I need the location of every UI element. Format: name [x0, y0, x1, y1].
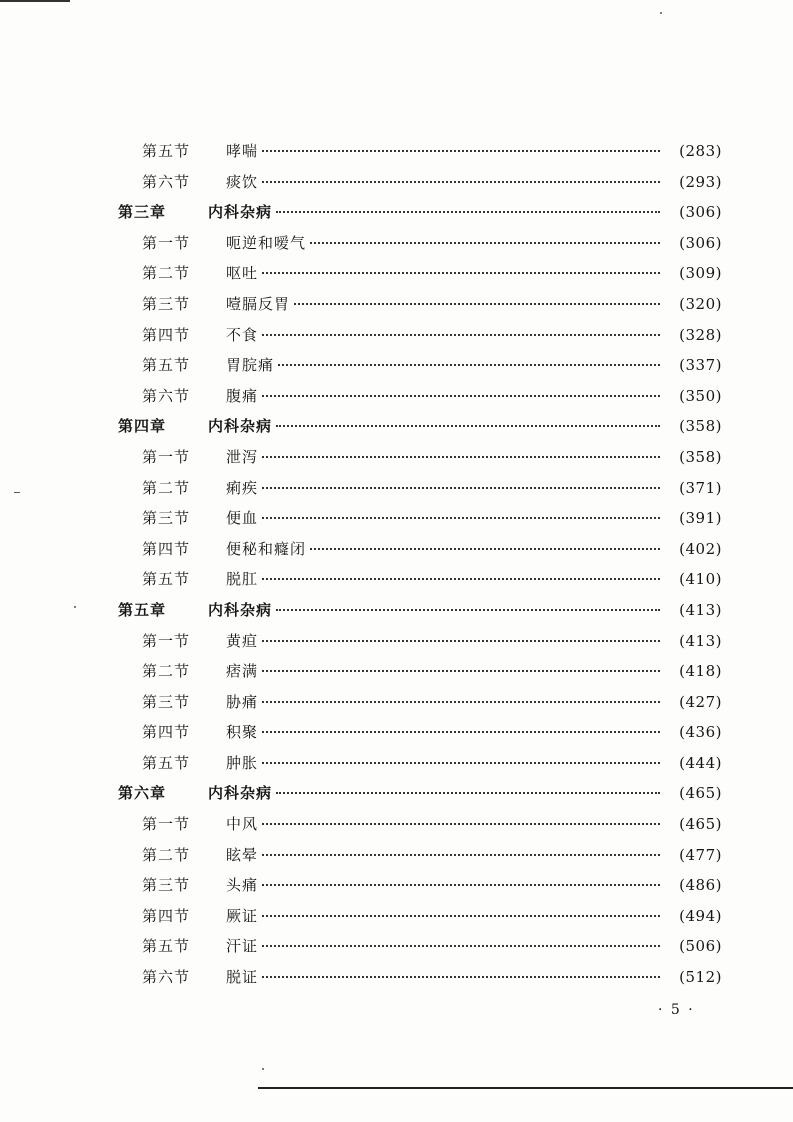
entry-title: 痢疾	[226, 478, 259, 497]
dot-leader	[294, 303, 660, 305]
entry-page: (512)	[679, 968, 722, 987]
toc-section-entry	[118, 258, 722, 289]
entry-title: 眩晕	[226, 845, 259, 864]
entry-title: 中风	[226, 815, 259, 834]
entry-title: 痰饮	[226, 172, 259, 191]
entry-page: (309)	[679, 264, 722, 283]
toc-section-entry	[118, 167, 722, 198]
dot-leader	[262, 823, 660, 825]
entry-page: (358)	[679, 417, 722, 436]
toc-section-entry	[118, 931, 722, 962]
scan-speck	[660, 12, 662, 14]
bottom-edge-rule	[258, 1087, 793, 1089]
entry-page: (444)	[679, 753, 722, 772]
entry-page: (293)	[679, 172, 722, 191]
page-number: · 5 ·	[658, 1002, 695, 1018]
entry-number: 第一节	[142, 233, 191, 252]
entry-number: 第四章	[118, 417, 167, 436]
entry-page: (358)	[679, 447, 722, 466]
toc-section-entry	[118, 534, 722, 565]
dot-leader	[262, 272, 660, 274]
entry-number: 第六节	[142, 386, 191, 405]
entry-number: 第一节	[142, 631, 191, 650]
entry-title: 呃逆和嗳气	[226, 233, 307, 252]
toc-section-entry	[118, 962, 722, 993]
dot-leader	[262, 395, 660, 397]
entry-title: 内科杂病	[208, 784, 273, 803]
entry-title: 肿胀	[226, 753, 259, 772]
entry-title: 积聚	[226, 723, 259, 742]
dot-leader	[262, 976, 660, 978]
dot-leader	[262, 487, 660, 489]
entry-title: 胁痛	[226, 692, 259, 711]
dot-leader	[310, 242, 660, 244]
dot-leader	[262, 456, 660, 458]
entry-number: 第四节	[142, 723, 191, 742]
dot-leader	[262, 578, 660, 580]
dot-leader	[262, 670, 660, 672]
entry-title: 黄疸	[226, 631, 259, 650]
dot-leader	[262, 150, 660, 152]
entry-title: 厥证	[226, 906, 259, 925]
toc-section-entry	[118, 350, 722, 381]
entry-title: 脱肛	[226, 570, 259, 589]
entry-title: 胃脘痛	[226, 356, 275, 375]
entry-number: 第六节	[142, 968, 191, 987]
dot-leader	[262, 915, 660, 917]
dot-leader	[276, 425, 660, 427]
entry-page: (477)	[679, 845, 722, 864]
entry-page: (320)	[679, 294, 722, 313]
entry-number: 第三章	[118, 203, 167, 222]
entry-number: 第一节	[142, 815, 191, 834]
entry-number: 第四节	[142, 325, 191, 344]
dot-leader	[262, 945, 660, 947]
dot-leader	[276, 211, 660, 213]
entry-number: 第六章	[118, 784, 167, 803]
entry-number: 第三节	[142, 294, 191, 313]
toc-chapter-entry	[118, 197, 722, 228]
entry-number: 第五节	[142, 753, 191, 772]
entry-number: 第二节	[142, 478, 191, 497]
toc-section-entry	[118, 809, 722, 840]
toc-section-entry	[118, 136, 722, 167]
dot-leader	[276, 609, 660, 611]
dot-leader	[262, 181, 660, 183]
toc-chapter-entry	[118, 595, 722, 626]
top-edge-rule	[0, 0, 70, 2]
entry-number: 第五节	[142, 142, 191, 160]
table-of-contents	[118, 136, 722, 993]
toc-section-entry	[118, 381, 722, 412]
entry-page: (306)	[679, 233, 722, 252]
dot-leader	[262, 884, 660, 886]
toc-section-entry	[118, 228, 722, 259]
toc-section-entry	[118, 687, 722, 718]
dot-leader	[262, 517, 660, 519]
entry-page: (306)	[679, 203, 722, 222]
dot-leader	[262, 334, 660, 336]
entry-number: 第五节	[142, 937, 191, 956]
entry-page: (506)	[679, 937, 722, 956]
entry-page: (371)	[679, 478, 722, 497]
entry-page: (486)	[679, 876, 722, 895]
entry-number: 第三节	[142, 509, 191, 528]
toc-section-entry	[118, 473, 722, 504]
dot-leader	[278, 364, 660, 366]
toc-section-entry	[118, 870, 722, 901]
entry-number: 第三节	[142, 692, 191, 711]
entry-title: 内科杂病	[208, 203, 273, 222]
entry-title: 不食	[226, 325, 259, 344]
entry-page: (402)	[679, 539, 722, 558]
entry-page: (413)	[679, 631, 722, 650]
scan-speck	[14, 492, 20, 493]
entry-number: 第二节	[142, 662, 191, 681]
dot-leader	[262, 731, 660, 733]
scan-speck	[74, 606, 76, 608]
dot-leader	[276, 792, 660, 794]
dot-leader	[262, 701, 660, 703]
entry-title: 泄泻	[226, 447, 259, 466]
entry-page: (427)	[679, 692, 722, 711]
entry-page: (436)	[679, 723, 722, 742]
entry-title: 呕吐	[226, 264, 259, 283]
toc-section-entry	[118, 503, 722, 534]
entry-number: 第五章	[118, 600, 167, 619]
entry-title: 内科杂病	[208, 417, 273, 436]
entry-page: (391)	[679, 509, 722, 528]
dot-leader	[262, 640, 660, 642]
entry-number: 第三节	[142, 876, 191, 895]
entry-page: (465)	[679, 815, 722, 834]
entry-page: (283)	[679, 142, 722, 160]
entry-title: 便血	[226, 509, 259, 528]
toc-section-entry	[118, 901, 722, 932]
entry-title: 痞满	[226, 662, 259, 681]
entry-title: 噎膈反胃	[226, 294, 291, 313]
entry-number: 第四节	[142, 906, 191, 925]
entry-page: (328)	[679, 325, 722, 344]
dot-leader	[310, 548, 660, 550]
entry-page: (350)	[679, 386, 722, 405]
entry-title: 腹痛	[226, 386, 259, 405]
entry-page: (418)	[679, 662, 722, 681]
toc-section-entry	[118, 320, 722, 351]
scan-speck	[262, 1068, 264, 1070]
entry-page: (413)	[679, 600, 722, 619]
entry-number: 第五节	[142, 356, 191, 375]
entry-number: 第五节	[142, 570, 191, 589]
toc-section-entry	[118, 289, 722, 320]
entry-title: 头痛	[226, 876, 259, 895]
entry-title: 内科杂病	[208, 600, 273, 619]
entry-number: 第二节	[142, 264, 191, 283]
toc-section-entry	[118, 564, 722, 595]
entry-page: (465)	[679, 784, 722, 803]
toc-section-entry	[118, 748, 722, 779]
entry-number: 第六节	[142, 172, 191, 191]
entry-number: 第四节	[142, 539, 191, 558]
toc-section-entry	[118, 656, 722, 687]
entry-number: 第一节	[142, 447, 191, 466]
entry-title: 脱证	[226, 968, 259, 987]
toc-section-entry	[118, 626, 722, 657]
entry-page: (410)	[679, 570, 722, 589]
toc-section-entry	[118, 442, 722, 473]
entry-page: (494)	[679, 906, 722, 925]
entry-title: 哮喘	[226, 142, 259, 160]
toc-chapter-entry	[118, 411, 722, 442]
toc-section-entry	[118, 840, 722, 871]
toc-chapter-entry	[118, 778, 722, 809]
entry-page: (337)	[679, 356, 722, 375]
toc-section-entry	[118, 717, 722, 748]
dot-leader	[262, 854, 660, 856]
dot-leader	[262, 762, 660, 764]
entry-title: 便秘和癃闭	[226, 539, 307, 558]
entry-number: 第二节	[142, 845, 191, 864]
entry-title: 汗证	[226, 937, 259, 956]
